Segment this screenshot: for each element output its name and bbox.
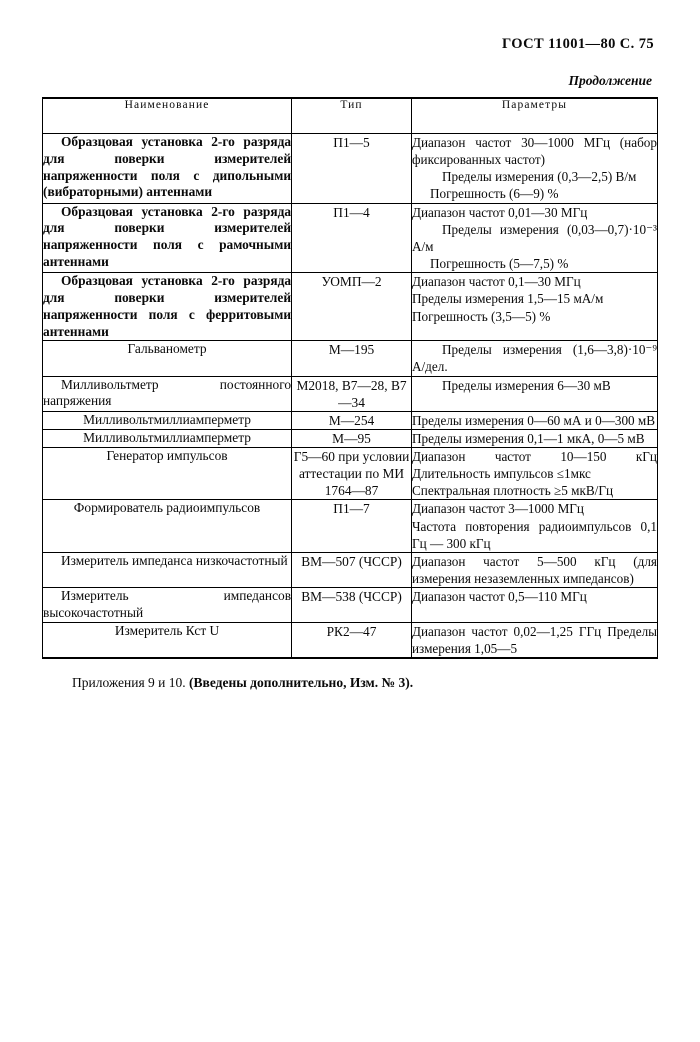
cell-type: ВМ—538 (ЧССР) (292, 588, 412, 623)
cell-params (411, 411, 657, 429)
param-line: Погрешность (5—7,5) % (429, 256, 569, 272)
param-line: Пределы измерения 6—30 мВ (441, 377, 611, 393)
table-header (43, 98, 658, 134)
table-row (43, 588, 658, 623)
cell-type: УОМП—2 (292, 273, 412, 341)
footnote (42, 675, 658, 691)
name-text: Милливольтметр постоянного напряжения (43, 376, 292, 409)
table-row (43, 552, 658, 587)
cell-name (43, 134, 292, 204)
cell-type: М—254 (292, 411, 412, 429)
cell-name: Милливольтмиллиамперметр (43, 429, 292, 447)
footnote-bold: (Введены дополнительно, Изм. № 3). (189, 674, 414, 690)
param-line: Частота повторения радиоимпульсов 0,1 Гц — 300 кГц (411, 518, 657, 551)
param-line: Диапазон частот 3—1000 МГц (411, 501, 584, 517)
cell-params (411, 447, 657, 499)
param-line: Пределы измерения (1,6—3,8)·10⁻⁹ А/дел. (411, 342, 657, 375)
cell-params (411, 203, 657, 273)
column-header-params: Параметры (411, 98, 657, 134)
param-line: Диапазон частот 0,02—1,25 ГГц (411, 623, 602, 639)
cell-name (43, 273, 292, 341)
table-row (43, 447, 658, 499)
param-line: Пределы измерения (0,3—2,5) В/м (441, 169, 637, 185)
cell-params (411, 588, 657, 623)
cell-name: Измеритель Кст U (43, 622, 292, 658)
cell-params (411, 273, 657, 341)
table-row (43, 376, 658, 411)
name-text: Образцовая установка 2-го разряда для поверки измерителей напряженности поля с рамочными антеннами (43, 203, 292, 269)
table-row (43, 411, 658, 429)
param-line: Пределы измерения 0,1—1 мкА, 0—5 мВ (411, 430, 645, 446)
page-header: ГОСТ 11001—80 С. 75 (502, 36, 654, 52)
cell-type: П1—7 (292, 500, 412, 552)
param-line: Диапазон частот 0,5—110 МГц (411, 589, 587, 605)
param-line: Спектральная плотность ≥5 мкВ/Гц (411, 483, 614, 499)
table-row (43, 341, 658, 376)
cell-name (43, 588, 292, 623)
table-header-row (43, 98, 658, 134)
param-line: Пределы измерения 1,05—5 (411, 623, 658, 656)
cell-name: Генератор импульсов (43, 447, 292, 499)
param-line: Длительность импульсов ≤1мкс (411, 466, 591, 482)
table-row (43, 429, 658, 447)
param-line: Пределы измерения (0,03—0,7)·10⁻³ А/м (411, 221, 657, 254)
column-header-type: Тип (292, 98, 412, 134)
cell-params (411, 134, 657, 204)
cell-name: Милливольтмиллиамперметр (43, 411, 292, 429)
column-header-name: Наименование (43, 98, 292, 134)
cell-name (43, 376, 292, 411)
table-row (43, 203, 658, 273)
cell-type: М—95 (292, 429, 412, 447)
param-line: Диапазон частот 0,1—30 МГц (411, 274, 581, 290)
cell-params (411, 622, 657, 658)
table-body (43, 134, 658, 658)
table-row (43, 500, 658, 552)
cell-type: М—195 (292, 341, 412, 376)
cell-type: М2018, В7—28, В7—34 (292, 376, 412, 411)
param-line: Погрешность (6—9) % (429, 186, 559, 202)
cell-type: ВМ—507 (ЧССР) (292, 552, 412, 587)
cell-type: РК2—47 (292, 622, 412, 658)
table-row (43, 622, 658, 658)
table-row (43, 134, 658, 204)
cell-params (411, 429, 657, 447)
cell-type: П1—5 (292, 134, 412, 204)
cell-name: Формирователь радиоимпульсов (43, 500, 292, 552)
name-text: Образцовая установка 2-го разряда для поверки измерителей напряженности поля с дипольными (вибраторными) антеннами (43, 134, 292, 200)
continuation-label: Продолжение (568, 73, 652, 88)
cell-params (411, 341, 657, 376)
param-line: Диапазон частот 0,01—30 МГц (411, 204, 588, 220)
param-line: Пределы измерения 1,5—15 мА/м (411, 291, 604, 307)
cell-params (411, 500, 657, 552)
param-line: Погрешность (3,5—5) % (411, 308, 551, 324)
param-line: Диапазон частот 5—500 кГц (для измерения незаземленных импедансов) (411, 553, 657, 586)
cell-params (411, 376, 657, 411)
cell-type: Г5—60 при условии аттестации по МИ 1764—87 (292, 447, 412, 499)
cell-name (43, 203, 292, 273)
name-text: Образцовая установка 2-го разряда для поверки измерителей напряженности поля с ферритовыми антеннами (43, 273, 292, 339)
param-line: Диапазон частот 30—1000 МГц (набор фиксированных частот) (411, 135, 657, 168)
name-text: Измеритель импедансов высокочастотный (43, 588, 292, 620)
param-line: Диапазон частот 10—150 кГц (411, 448, 657, 464)
cell-type: П1—4 (292, 203, 412, 273)
footnote-plain: Приложения 9 и 10. (72, 674, 190, 690)
param-line: Пределы измерения 0—60 мА и 0—300 мВ (411, 412, 656, 428)
name-text: Измеритель импеданса низкочастотный (61, 552, 288, 568)
cell-params (411, 552, 657, 587)
table-row (43, 273, 658, 341)
instruments-table (42, 97, 658, 659)
cell-name (43, 552, 292, 587)
cell-name: Гальванометр (43, 341, 292, 376)
